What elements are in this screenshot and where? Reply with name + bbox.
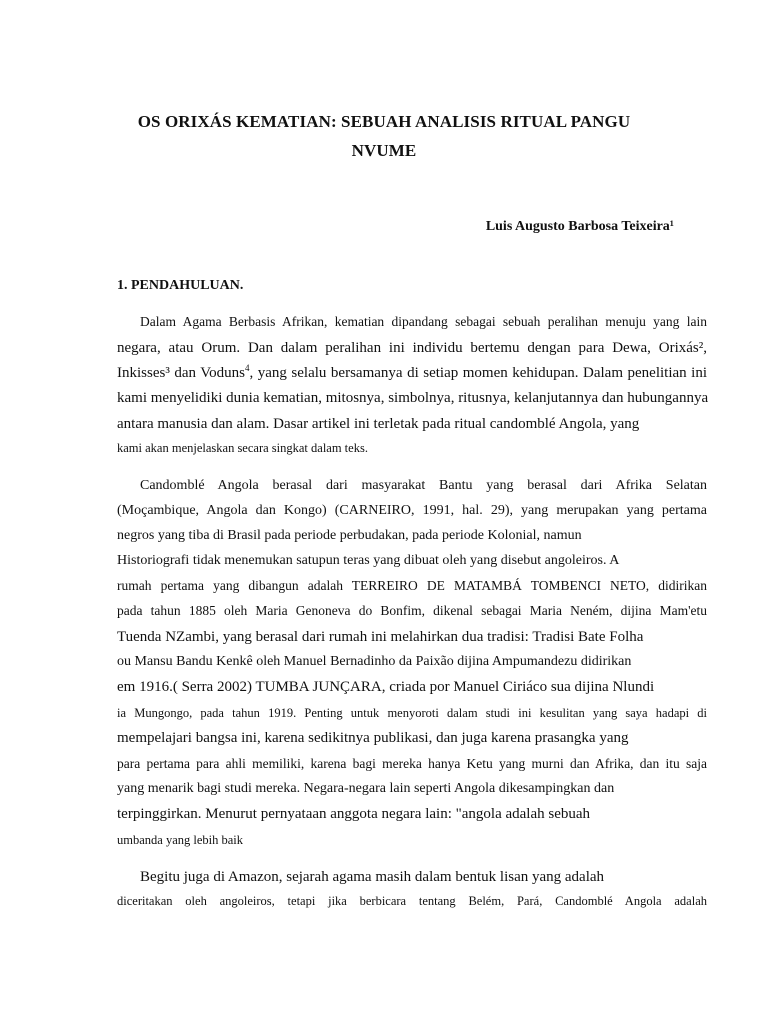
paragraph-2-line: umbanda yang lebih baik [117, 833, 244, 847]
document-title-line-2: NVUME [351, 141, 417, 160]
paragraph-1-line: antara manusia dan alam. Dasar artikel ini terletak pada ritual candomblé Angola, yang [117, 416, 640, 432]
paragraph-1-line: kami menyelidiki dunia kematian, mitosnya, simbolnya, ritusnya, kelanjutannya dan hubungannya [117, 390, 709, 406]
footnote-marker: 4 [244, 363, 250, 373]
paragraph-2-line: yang menarik bagi studi mereka. Negara-negara lain seperti Angola dikesampingkan dan [117, 781, 615, 796]
paragraph-2-line: pada tahun 1885 oleh Maria Genoneva do Bonfim, dikenal sebagai Maria Neném, dijina Mam'etu [117, 603, 707, 618]
paragraph-1-line: Inkisses³ dan Voduns$^4$, yang selalu bersamanya di setiap momen kehidupan. Dalam penelitian ini [117, 363, 707, 381]
document-title-line-1: OS ORIXÁS KEMATIAN: SEBUAH ANALISIS RITUAL PANGU [137, 112, 631, 131]
paragraph-3-line: diceritakan oleh angoleiros, tetapi jika berbicara tentang Belém, Pará, Candomblé Angola adalah [117, 894, 707, 908]
paragraph-2-line: ou Mansu Bandu Kenkê oleh Manuel Bernadinho da Paixão dijina Ampumandezu didirikan [117, 654, 632, 669]
paragraph-2-line: mempelajari bangsa ini, karena sedikitnya publikasi, dan juga karena prasangka yang [117, 730, 629, 746]
paragraph-2-line: ia Mungongo, pada tahun 1919. Penting untuk menyoroti dalam studi ini kesulitan yang saya hadapi di [117, 706, 707, 720]
paragraph-2-line: rumah pertama yang dibangun adalah TERREIRO DE MATAMBÁ TOMBENCI NETO, didirikan [117, 578, 707, 593]
paragraph-2-line: Candomblé Angola berasal dari masyarakat Bantu yang berasal dari Afrika Selatan [140, 478, 707, 493]
paragraph-2-line: em 1916.( Serra 2002) TUMBA JUNÇARA, criada por Manuel Ciriáco sua dijina Nlundi [117, 679, 655, 695]
paragraph-2-line: Tuenda NZambi, yang berasal dari rumah ini melahirkan dua tradisi: Tradisi Bate Folha [117, 629, 644, 645]
paragraph-2-line: terpinggirkan. Menurut pernyataan anggota negara lain: "angola adalah sebuah [117, 806, 591, 822]
paragraph-1-line: kami akan menjelaskan secara singkat dalam teks. [117, 441, 368, 455]
paragraph-2-line: (Moçambique, Angola dan Kongo) (CARNEIRO, 1991, hal. 29), yang merupakan yang pertama [117, 503, 707, 518]
paragraph-2-line: para pertama para ahli memiliki, karena bagi mereka hanya Ketu yang murni dan Afrika, dan itu saja [117, 756, 707, 771]
paragraph-3-line: Begitu juga di Amazon, sejarah agama masih dalam bentuk lisan yang adalah [140, 869, 605, 885]
paragraph-1-line: negara, atau Orum. Dan dalam peralihan ini individu bertemu dengan para Dewa, Orixás², [117, 340, 707, 356]
paragraph-2-line: Historiografi tidak menemukan satupun teras yang dibuat oleh yang disebut angoleiros. A [117, 553, 620, 568]
paragraph-2-line: negros yang tiba di Brasil pada periode perbudakan, pada periode Kolonial, namun [117, 528, 582, 543]
paragraph-1-line: Dalam Agama Berbasis Afrikan, kematian dipandang sebagai sebuah peralihan menuju yang lain [140, 314, 707, 329]
section-heading: 1. PENDAHULUAN. [117, 278, 244, 293]
author-name: Luis Augusto Barbosa Teixeira¹ [485, 219, 674, 234]
